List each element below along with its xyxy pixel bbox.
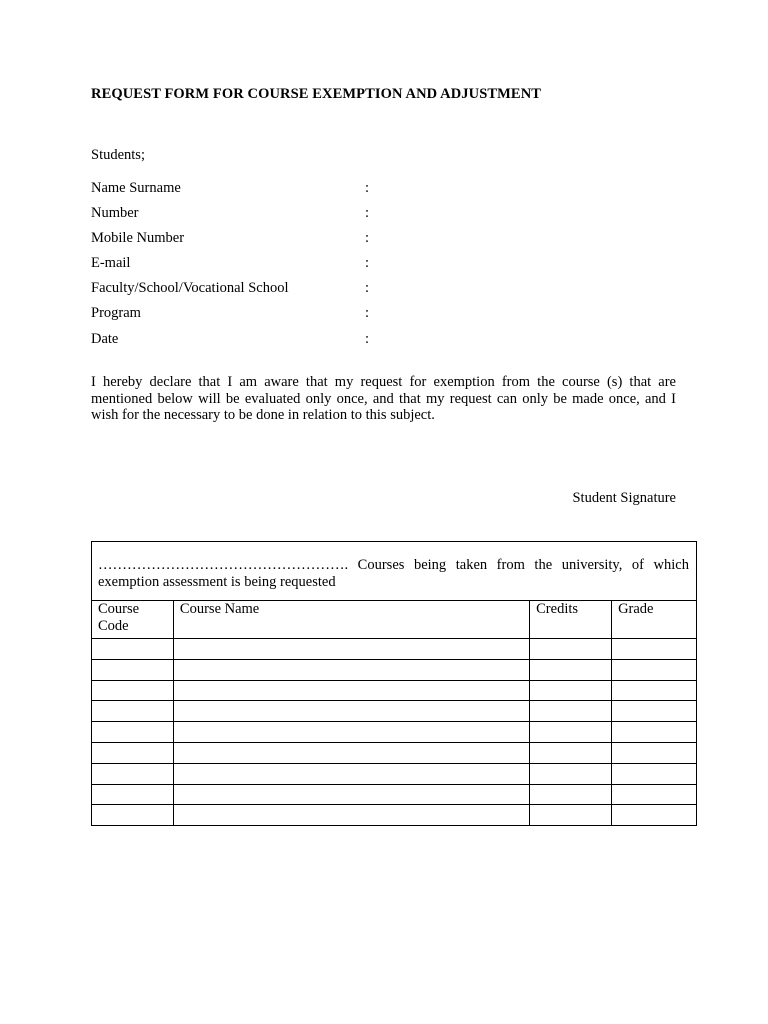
table-row (92, 659, 697, 680)
cell-course-name[interactable] (173, 742, 529, 763)
table-row (92, 722, 697, 743)
table-row (92, 784, 697, 805)
cell-course-code[interactable] (92, 639, 174, 660)
cell-course-code[interactable] (92, 722, 174, 743)
cell-course-name[interactable] (173, 680, 529, 701)
cell-course-name[interactable] (173, 639, 529, 660)
cell-credits[interactable] (530, 784, 612, 805)
cell-grade[interactable] (612, 659, 697, 680)
table-row (92, 639, 697, 660)
cell-course-name[interactable] (173, 659, 529, 680)
table-row (92, 805, 697, 826)
field-row-faculty (91, 280, 391, 305)
cell-credits[interactable] (530, 763, 612, 784)
cell-course-code[interactable] (92, 784, 174, 805)
cell-grade[interactable] (612, 742, 697, 763)
table-row (92, 742, 697, 763)
table-row (92, 680, 697, 701)
cell-credits[interactable] (530, 742, 612, 763)
cell-course-code[interactable] (92, 763, 174, 784)
page-title: REQUEST FORM FOR COURSE EXEMPTION AND ADJUSTMENT (91, 86, 542, 102)
field-label: Date (91, 330, 119, 347)
field-colon: : (365, 305, 370, 322)
signature-label: Student Signature (572, 490, 676, 506)
cell-grade[interactable] (612, 763, 697, 784)
courses-table (91, 541, 697, 826)
field-colon: : (365, 205, 370, 222)
field-label: Mobile Number (91, 230, 185, 247)
cell-credits[interactable] (530, 680, 612, 701)
header-course-name: Course Name (173, 601, 529, 639)
field-row-number (91, 205, 391, 230)
cell-credits[interactable] (530, 659, 612, 680)
cell-credits[interactable] (530, 805, 612, 826)
cell-course-code[interactable] (92, 805, 174, 826)
header-grade: Grade (612, 601, 697, 639)
cell-course-name[interactable] (173, 763, 529, 784)
cell-course-name[interactable] (173, 805, 529, 826)
header-course-code: Course Code (92, 601, 174, 639)
cell-course-code[interactable] (92, 742, 174, 763)
field-row-email (91, 255, 391, 280)
cell-course-name[interactable] (173, 722, 529, 743)
field-colon: : (365, 330, 370, 347)
table-header-row (92, 601, 697, 639)
field-colon: : (365, 255, 370, 272)
cell-course-name[interactable] (173, 784, 529, 805)
field-label: Name Surname (91, 180, 181, 196)
table-caption: ……………………………………………. Courses being taken from the university, of which exemption assessment is being requested (92, 542, 697, 601)
table-row (92, 763, 697, 784)
cell-grade[interactable] (612, 805, 697, 826)
cell-credits[interactable] (530, 639, 612, 660)
cell-credits[interactable] (530, 722, 612, 743)
field-label: E-mail (91, 255, 131, 272)
field-label: Program (91, 305, 141, 322)
cell-grade[interactable] (612, 784, 697, 805)
field-row-mobile-number (91, 230, 391, 255)
table-row (92, 701, 697, 722)
declaration-text: I hereby declare that I am aware that my request for exemption from the course (s) that are mentioned below will be evaluated only once, and that my request can only be made once, and I wish for the necessary to be done in relation to this subject. (91, 374, 676, 424)
cell-course-code[interactable] (92, 701, 174, 722)
header-credits: Credits (530, 601, 612, 639)
field-label: Number (91, 205, 139, 222)
cell-grade[interactable] (612, 701, 697, 722)
student-info-fields (91, 180, 391, 356)
field-label: Faculty/School/Vocational School (91, 280, 289, 297)
table-caption-row (92, 542, 697, 601)
field-colon: : (365, 230, 370, 247)
cell-course-name[interactable] (173, 701, 529, 722)
field-row-program (91, 305, 391, 330)
cell-grade[interactable] (612, 722, 697, 743)
cell-grade[interactable] (612, 680, 697, 701)
cell-grade[interactable] (612, 639, 697, 660)
field-row-name-surname (91, 180, 391, 205)
field-row-date (91, 331, 391, 356)
cell-credits[interactable] (530, 701, 612, 722)
field-colon: : (365, 180, 370, 196)
field-colon: : (365, 280, 370, 297)
cell-course-code[interactable] (92, 659, 174, 680)
intro-label: Students; (91, 147, 145, 163)
cell-course-code[interactable] (92, 680, 174, 701)
